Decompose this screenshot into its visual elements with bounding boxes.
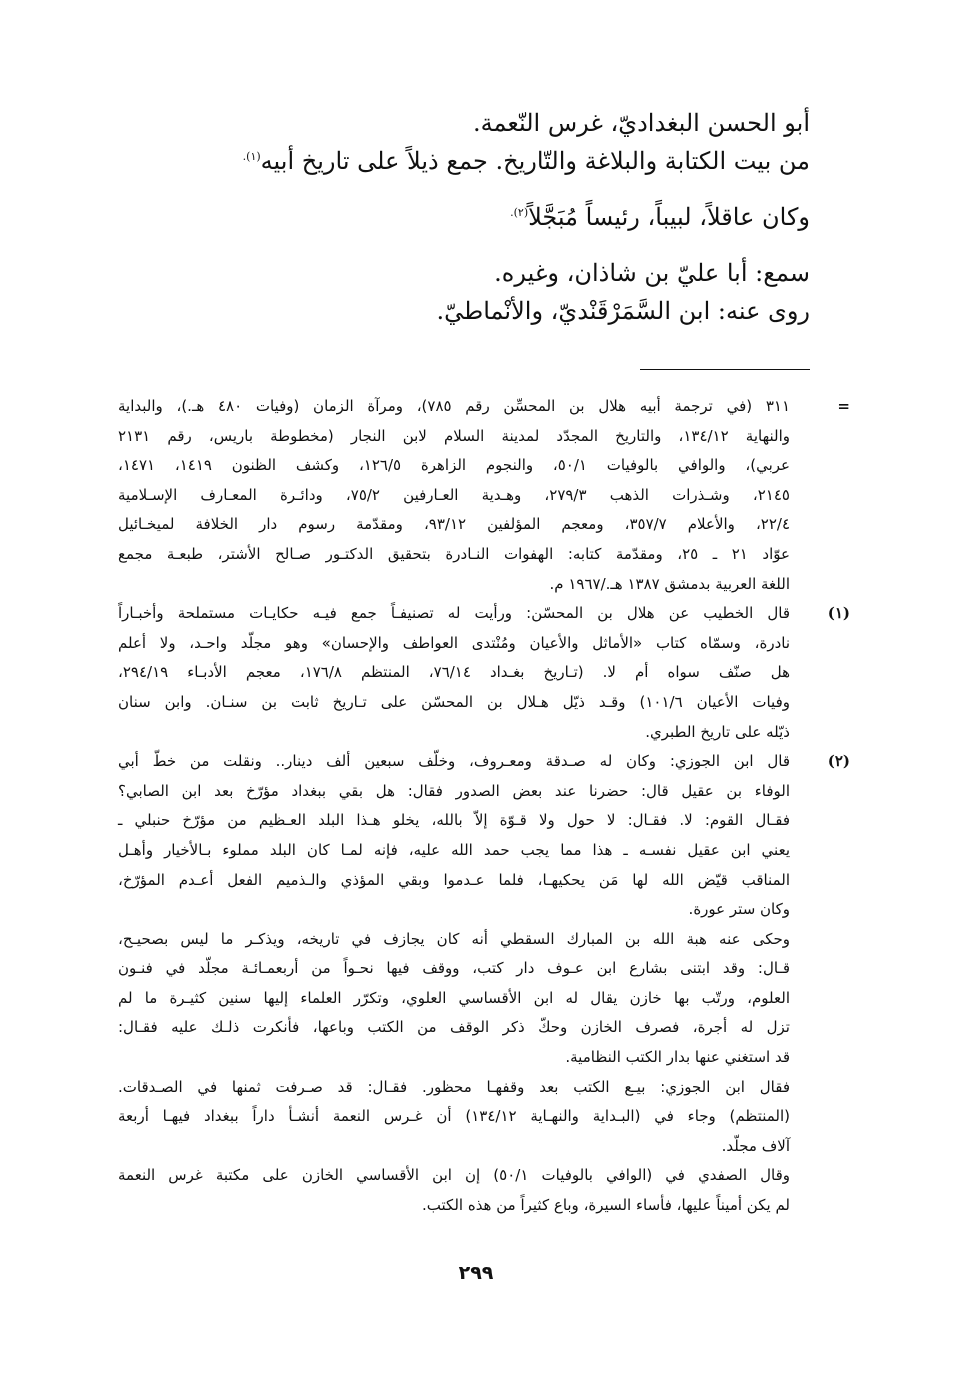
- note-line: ٢١٤٥، وشـذرات الذهب ٢٧٩/٣، وهـدية العـارفين ٧٥/٢، ودائـرة المعـارف الإسـلامية: [118, 485, 790, 504]
- footnote-ref-2[interactable]: (٢).: [510, 206, 529, 219]
- note-line: ذيّله على تاريخ الطبري.: [645, 722, 790, 741]
- note-line: الوفاء بن عقيل قال: حضرنا عند بعض الصدور فقال: هل بقي ببغداد مؤرّخ بعد ابن الصابي؟: [118, 781, 790, 800]
- footnote-2: [118, 747, 850, 1221]
- note-line: وكان ستر عورة.: [688, 900, 790, 919]
- note-line: وقال الصفدي في (الوافي بالوفيات ٥٠/١) إن ابن الأقساسي الخازن على مكتبة غرس النعمة: [118, 1166, 790, 1185]
- entry-line-3-text: وكان عاقلاً، لبيباً، رئيساً مُبَجَّلاً: [528, 203, 810, 231]
- note-line: قال ابن الجوزي: وكان له صـدقة ومعـروف، وخلّف سبعين ألف دينار.. ونقلت من خطّ أبي: [118, 752, 790, 771]
- note-line: قد استغني عنها بدار الكتب النظامية.: [565, 1048, 790, 1067]
- note-line: قـال: وقد ابتنى بشارع ابن عـوف دار كتب، ووقف فيها نحـواً من أربعمـائـة مجلّد في فنـون: [118, 959, 790, 978]
- entry-line-5: روى عنه: ابن السَّمَرْقَنْديّ، والأنْماطيّ.: [436, 297, 810, 325]
- entry-line-2: [180, 142, 810, 180]
- note-line: وفيات الأعيان ١٠١/٦) وقـد ذيّل هـلال بن المحسّن على تـاريخ ثابت بن سنـان. وابن سنان: [118, 692, 790, 711]
- note-line: ٢٢/٤، والأعلام ٣٥٧/٧، ومعجم المؤلفين ٩٣/١٢، ومقدّمة رسوم دار الخلافة لميخـائيل: [118, 515, 791, 534]
- note-line: آلاف مجلّد.: [721, 1136, 790, 1155]
- note-line: قال الخطيب عن هلال بن المحسّن: ورأيت له تصنيفـاً جمع فيـه حكايـات مستملحة وأخبـاراً: [118, 604, 790, 623]
- footnote-ref-1[interactable]: (١).: [242, 150, 261, 163]
- footnotes: [118, 392, 850, 1221]
- note-line: فقال ابن الجوزي: بيـع الكتب بعد وقفهـا محظور. فقـال: قد صـرفت ثمنها في الصـدقات.: [118, 1077, 790, 1096]
- footnote-continuation: [118, 392, 850, 599]
- continuation-marker: =: [837, 397, 850, 415]
- biography-entry: [180, 104, 810, 330]
- footnote-1: [118, 599, 850, 747]
- note-line: يعني ابن عقيل نفسـه ـ هذا مما يجب حمد الله عليه، فإنه لمـا كان البلد مملوء بـالأخيار وأهـل: [118, 840, 790, 859]
- note-line: ٣١١ (في ترجمة أبيه هلال بن المحسِّن رقم ٧٨٥)، ومرآة الزمان (وفيات ٤٨٠ هـ.)، والبداية: [118, 397, 790, 415]
- entry-line-1: أبو الحسن البغداديّ، غرس النّعمة.: [473, 109, 810, 137]
- entry-line-4: سمع: أبا عليّ بن شاذان، وغيره.: [494, 259, 810, 287]
- note-line: نادرة، وسمّاه كتاب «الأماثل والأعيان ومُنْتدى العواطف والإحسان» وهو مجلّد واحـد، ولا أعلم: [118, 633, 790, 652]
- note-line: اللغة العربية بدمشق ١٣٨٧ هـ./١٩٦٧ م.: [549, 574, 790, 593]
- note-line: العلوم، ورتّب بها خازن يقال له ابن الأقساسي العلوي، وتكرّر العلماء إليها سنين كثيـرة ما لم: [118, 988, 790, 1007]
- footnote-divider: [640, 369, 810, 370]
- note-line: والنهاية ١٣٤/١٢، والتاريخ المجدّد لمدينة السلام لابن النجار (مخطوطة باريس، رقم ٢١٣١: [118, 426, 790, 445]
- note-line: المناقب قيّض الله لها مَن يحكيهـا، فلما عـدموا وبقي المؤذي والـذميم الفعل أعـدم المؤرّخ،: [118, 870, 790, 889]
- note-line: هل صنّف سواه أم لا. (تـاريخ بغـداد ٧٦/١٤، المنتظم ١٧٦/٨، معجم الأدبـاء ٢٩٤/١٩،: [118, 663, 790, 682]
- note-line: وحكى عنه هبة الله بن المبارك السقطي أنه كان يجازف في تاريخه، ويذكـر ما ليس بصحيـح،: [118, 929, 790, 948]
- note-line: لم يكن أميناً عليها، فأساء السيرة، وباع كثيراً من هذه الكتب.: [422, 1196, 790, 1215]
- entry-line-2-text: من بيت الكتابة والبلاغة والتّاريخ. جمع ذيلاً على تاريخ أبيه: [260, 147, 810, 175]
- note-line: (المنتظم) وجاء في (البـداية والنهـاية ١٣٤/١٢) أن غـرس النعمة أنشـأ داراً ببغداد فيهـا أربعة: [118, 1107, 791, 1126]
- footnote-1-marker: (١): [827, 604, 850, 623]
- note-line: فقـال القوم: لا. فقـال: لا حول ولا قـوّة إلاّ بالله، يخلو هـذا البلد العـظيم من مؤرّخ حنبلي ـ: [118, 811, 790, 830]
- entry-line-3: [180, 198, 810, 236]
- note-line: عوّاد ٢١ ـ ٢٥، ومقدّمة كتابه: الهفوات النـادرة بتحقيق الدكتـور صـالح الأشتر، طبعـة مجمع: [118, 544, 790, 563]
- footnote-2-marker: (٢): [827, 752, 850, 771]
- note-line: عربي)، والوافي بالوفيات ٥٠/١، والنجوم الزاهرة ١٢٦/٥، وكشف الظنون ١٤١٩، ١٤٧١،: [118, 456, 790, 475]
- note-line: تزل له أجرة، فصرف الخازن وحكّ ذكر الوقف من الكتب وباعها، فأنكرت ذلـك عليه فقـال:: [118, 1018, 790, 1037]
- page-number: ٢٩٩: [458, 1262, 494, 1284]
